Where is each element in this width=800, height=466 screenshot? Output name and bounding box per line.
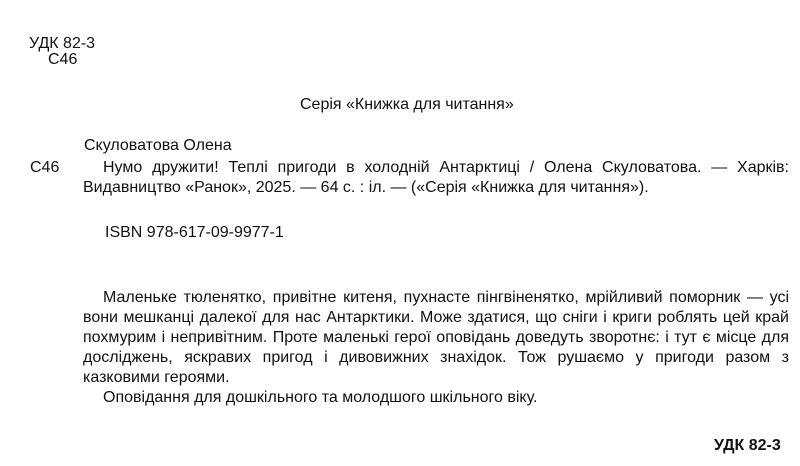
author-code-top: С46 xyxy=(48,51,78,68)
author-name: Скуловатова Олена xyxy=(84,137,232,154)
udk-code-bottom: УДК 82-3 xyxy=(714,437,781,454)
audience-note: Оповідання для дошкільного та молодшого шкільного віку. xyxy=(103,389,538,406)
annotation-paragraph: Маленьке тюленятко, привітне китеня, пухнасте пінгвіненятко, мрійливий поморник — усі вони мешканці далекої для нас Антарктики. Може здатися, що сніги і криги роблять цей край похмурим і непривітним. Проте маленькі герої оповідань доведуть зворотнє: і тут є місце для досліджень, яскравих пригод і дивовижних знахідок. Тож рушаємо у пригоди разом з казковими героями. xyxy=(83,289,789,386)
bibliographic-citation xyxy=(83,158,789,198)
citation-text: Нумо дружити! Теплі пригоди в холодній Антарктиці / Олена Скуловатова. — Харків: Видавництво «Ранок», 2025. — 64 с. : іл. — («Серія «Книжка для читання»). xyxy=(83,159,789,196)
annotation xyxy=(83,288,789,408)
udk-code-top: УДК 82-3 xyxy=(29,35,96,52)
series-title: Серія «Книжка для читання» xyxy=(300,96,514,113)
isbn: ISBN 978-617-09-9977-1 xyxy=(105,224,284,241)
author-code-left: С46 xyxy=(30,159,60,176)
